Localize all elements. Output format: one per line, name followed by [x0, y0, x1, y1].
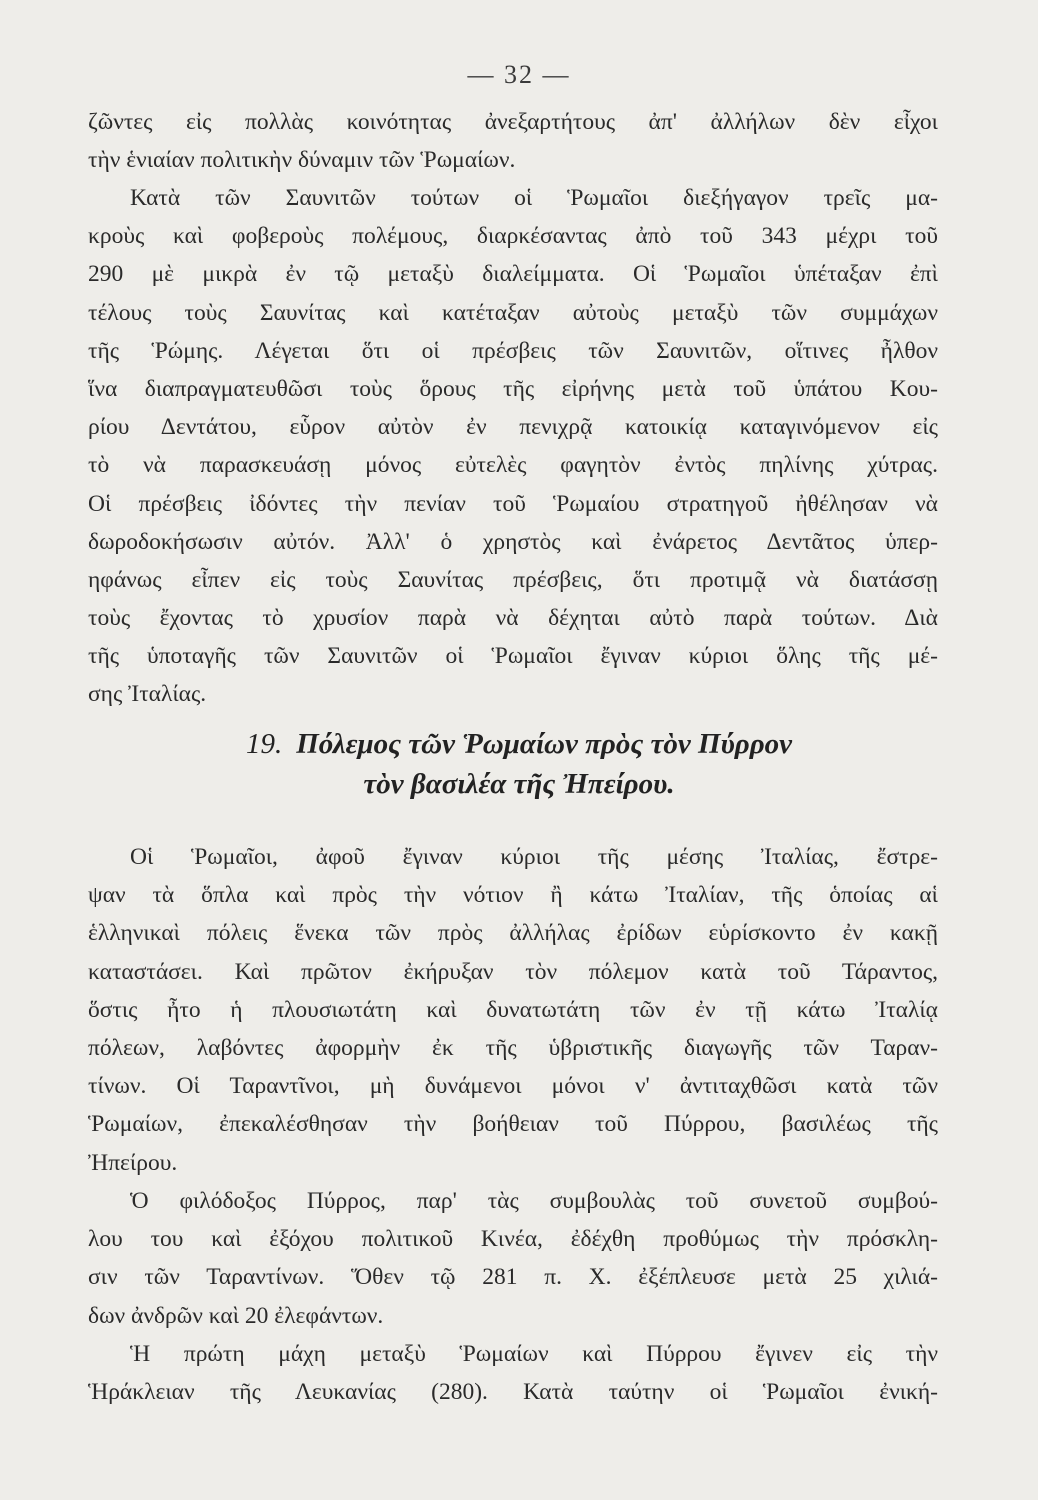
section-title-line-1: Πόλεμος τῶν Ῥωμαίων πρὸς τὸν Πύρρον: [296, 728, 793, 760]
text-line: σιν τῶν Ταραντίνων. Ὅθεν τῷ 281 π. Χ. ἐξέπλευσε μετὰ 25 χιλιά-: [88, 1264, 938, 1291]
text-line: σης Ἰταλίας.: [88, 681, 207, 708]
text-line: ζῶντες εἰς πολλὰς κοινότητας ἀνεξαρτήτους ἀπ' ἀλλήλων δὲν εἶχοι: [88, 109, 938, 135]
text-line: Οἱ πρέσβεις ἰδόντες τὴν πενίαν τοῦ Ῥωμαίου στρατηγοῦ ἠθέλησαν νὰ: [88, 490, 938, 517]
paragraph-1: [88, 103, 938, 179]
text-line: Ῥωμαίων, ἐπεκαλέσθησαν τὴν βοήθειαν τοῦ Πύρρου, βασιλέως τῆς: [88, 1111, 938, 1138]
text-line: ὅστις ἦτο ἡ πλουσιωτάτη καὶ δυνατωτάτη τῶν ἐν τῇ κάτω Ἰταλίᾳ: [88, 996, 938, 1023]
section-title-line-2: τὸν βασιλέα τῆς Ἠπείρου.: [363, 768, 675, 800]
text-line: τίνων. Οἱ Ταραντῖνοι, μὴ δυνάμενοι μόνοι ν' ἀντιταχθῶσι κατὰ τῶν: [88, 1073, 938, 1100]
text-line: τὸ νὰ παρασκευάσῃ μόνος εὐτελὲς φαγητὸν ἐντὸς πηλίνης χύτρας.: [88, 452, 938, 479]
text-line: τέλους τοὺς Σαυνίτας καὶ κατέταξαν αὐτοὺς μεταξὺ τῶν συμμάχων: [88, 299, 938, 326]
text-line: λου του καὶ ἐξόχου πολιτικοῦ Κινέα, ἐδέχθη προθύμως τὴν πρόσκλη-: [88, 1226, 938, 1253]
text-line: Ἡράκλειαν τῆς Λευκανίας (280). Κατὰ ταύτην οἱ Ῥωμαῖοι ἐνική-: [88, 1379, 938, 1406]
section-heading-line-2: [0, 765, 1038, 803]
paragraph-5: [88, 1335, 938, 1411]
text-line: τῆς ὑποταγῆς τῶν Σαυνιτῶν οἱ Ῥωμαῖοι ἔγιναν κύριοι ὅλης τῆς μέ-: [88, 643, 938, 670]
text-line: καταστάσει. Καὶ πρῶτον ἐκήρυξαν τὸν πόλεμον κατὰ τοῦ Τάραντος,: [88, 958, 938, 985]
text-line: ψαν τὰ ὅπλα καὶ πρὸς τὴν νότιον ἢ κάτω Ἰταλίαν, τῆς ὁποίας αἱ: [88, 882, 938, 909]
text-line: πόλεων, λαβόντες ἀφορμὴν ἐκ τῆς ὑβριστικῆς διαγωγῆς τῶν Ταραν-: [88, 1034, 938, 1061]
text-line: δων ἀνδρῶν καὶ 20 ἐλεφάντων.: [88, 1302, 384, 1329]
text-line: ἑλληνικαὶ πόλεις ἕνεκα τῶν πρὸς ἀλλήλας ἐρίδων εὑρίσκοντο ἐν κακῇ: [88, 920, 938, 947]
text-line: Ἠπείρου.: [88, 1149, 178, 1176]
text-line: ηφάνως εἶπεν εἰς τοὺς Σαυνίτας πρέσβεις, ὅτι προτιμᾷ νὰ διατάσσῃ: [88, 566, 938, 593]
text-line: ἵνα διαπραγματευθῶσι τοὺς ὅρους τῆς εἰρήνης μετὰ τοῦ ὑπάτου Κου-: [88, 375, 938, 402]
text-line: ρίου Δεντάτου, εὗρον αὐτὸν ἐν πενιχρᾷ κατοικίᾳ καταγινόμενον εἰς: [88, 414, 938, 441]
section-number: 19.: [245, 728, 283, 760]
text-line: τῆς Ῥώμης. Λέγεται ὅτι οἱ πρέσβεις τῶν Σαυνιτῶν, οἵτινες ἦλθον: [88, 337, 938, 364]
text-line: 290 μὲ μικρὰ ἐν τῷ μεταξὺ διαλείμματα. Οἱ Ῥωμαῖοι ὑπέταξαν ἐπὶ: [88, 261, 938, 288]
text-line: Κατὰ τῶν Σαυνιτῶν τούτων οἱ Ῥωμαῖοι διεξήγαγον τρεῖς μα-: [130, 185, 938, 211]
section-heading: [0, 725, 1038, 763]
paragraph-2: [88, 179, 938, 714]
paragraph-4: [88, 1182, 938, 1335]
page-number: — 32 —: [467, 60, 571, 89]
text-line: δωροδοκήσωσιν αὐτόν. Ἀλλ' ὁ χρηστὸς καὶ ἐνάρετος Δεντᾶτος ὑπερ-: [88, 528, 938, 555]
text-line: Οἱ Ῥωμαῖοι, ἀφοῦ ἔγιναν κύριοι τῆς μέσης Ἰταλίας, ἔστρε-: [130, 844, 938, 870]
paragraph-3: [88, 838, 938, 1182]
text-line: τὴν ἑνιαίαν πολιτικὴν δύναμιν τῶν Ῥωμαίων.: [88, 147, 516, 174]
text-line: Ὁ φιλόδοξος Πύρρος, παρ' τὰς συμβουλὰς τοῦ συνετοῦ συμβού-: [130, 1188, 938, 1214]
text-line: τοὺς ἔχοντας τὸ χρυσίον παρὰ νὰ δέχηται αὐτὸ παρὰ τούτων. Διὰ: [88, 605, 938, 632]
text-line: κροὺς καὶ φοβεροὺς πολέμους, διαρκέσαντας ἀπὸ τοῦ 343 μέχρι τοῦ: [88, 223, 938, 250]
text-line: Ἡ πρώτη μάχη μεταξὺ Ῥωμαίων καὶ Πύρρου ἔγινεν εἰς τὴν: [130, 1341, 938, 1367]
